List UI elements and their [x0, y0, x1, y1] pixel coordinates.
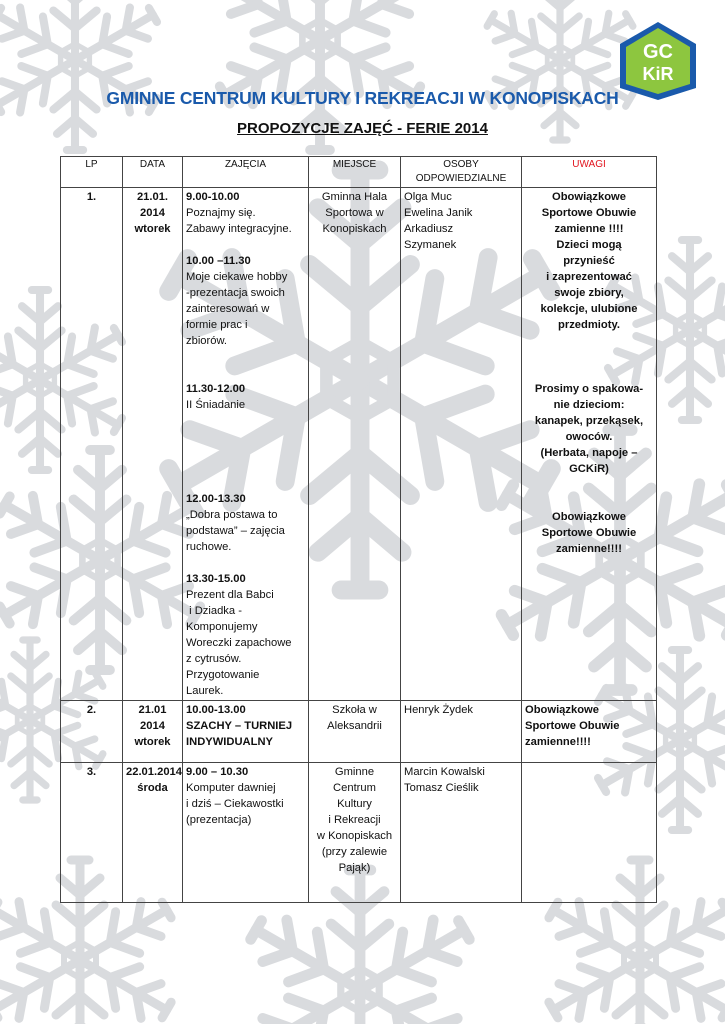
table-row	[61, 763, 657, 903]
logo-text-bottom: KiR	[642, 64, 674, 84]
row-place: Gminne Centrum Kultury i Rekreacji w Konopiskach (przy zalewie Pająk)	[309, 763, 401, 903]
row-people: Marcin Kowalski Tomasz Cieślik	[401, 763, 522, 903]
header-uwagi: UWAGI	[522, 157, 657, 188]
table-row	[61, 188, 657, 701]
row-place: Gminna Hala Sportowa w Konopiskach	[309, 188, 401, 701]
row-place: Szkoła w Aleksandrii	[309, 701, 401, 763]
row-people: Olga Muc Ewelina Janik Arkadiusz Szymanek	[401, 188, 522, 701]
table-header-row	[61, 157, 657, 188]
logo-text-top: GC	[643, 41, 673, 63]
activity-time: 11.30-12.00	[186, 383, 246, 395]
header-zajecia: ZAJĘCIA	[183, 157, 309, 188]
activity-time: 9.00-10.00	[186, 191, 240, 203]
row-lp: 1.	[61, 188, 123, 701]
row-activities: 10.00-13.00 SZACHY – TURNIEJ INDYWIDUALNY	[183, 701, 309, 763]
activity-time: 12.00-13.30	[186, 493, 246, 505]
row-lp: 2.	[61, 701, 123, 763]
row-people: Henryk Żydek	[401, 701, 522, 763]
row-activities: 9.00 – 10.30 Komputer dawniej i dziś – Ciekawostki (prezentacja)	[183, 763, 309, 903]
activity-time: 10.00 –11.30	[186, 255, 251, 267]
row-date: 21.01 2014 wtorek	[123, 701, 183, 763]
activity-time: 9.00 – 10.30	[186, 766, 249, 778]
row-notes: Obowiązkowe Sportowe Obuwie zamienne !!!! Dzieci mogą przynieść i zaprezentować swoje zbiory, kolekcje, ulubione przedmioty. Prosimy o spakowa- nie dzieciom: kanapek, przekąsek, owoców. (Herbata, napoje – GCKiR) Obowiązkowe Sportowe Obuwie zamienne!!!!	[522, 188, 657, 701]
header-lp: LP	[61, 157, 123, 188]
activity-time: 13.30-15.00	[186, 573, 246, 585]
row-date: 22.01.2014 środa	[123, 763, 183, 903]
program-table	[60, 156, 657, 903]
page-title: GMINNE CENTRUM KULTURY I REKREACJI W KONOPISKACH	[106, 88, 619, 108]
row-notes: Obowiązkowe Sportowe Obuwie zamienne!!!!	[522, 701, 657, 763]
header-osoby: OSOBY ODPOWIEDZIALNE	[401, 157, 522, 188]
row-notes	[522, 763, 657, 903]
header-data: DATA	[123, 157, 183, 188]
activity-time: 10.00-13.00	[186, 704, 246, 716]
header-miejsce: MIEJSCE	[309, 157, 401, 188]
table-row	[61, 701, 657, 763]
page-subtitle: PROPOZYCJE ZAJĘĆ - FERIE 2014	[237, 120, 488, 137]
row-date: 21.01. 2014 wtorek	[123, 188, 183, 701]
row-activities: 9.00-10.00 Poznajmy się. Zabawy integracyjne. 10.00 –11.30 Moje ciekawe hobby -prezentacja swoich zainteresowań w formie prac i zbiorów. 11.30-12.00 II Śniadanie 12.00-13.30 „Dobra postawa to podstawa” – zajęcia ruchowe. 13.30-15.00 Prezent dla Babci i Dziadka - Komponujemy Woreczki zapachowe z cytrusów. Przygotowanie Laurek.	[183, 188, 309, 701]
row-lp: 3.	[61, 763, 123, 903]
